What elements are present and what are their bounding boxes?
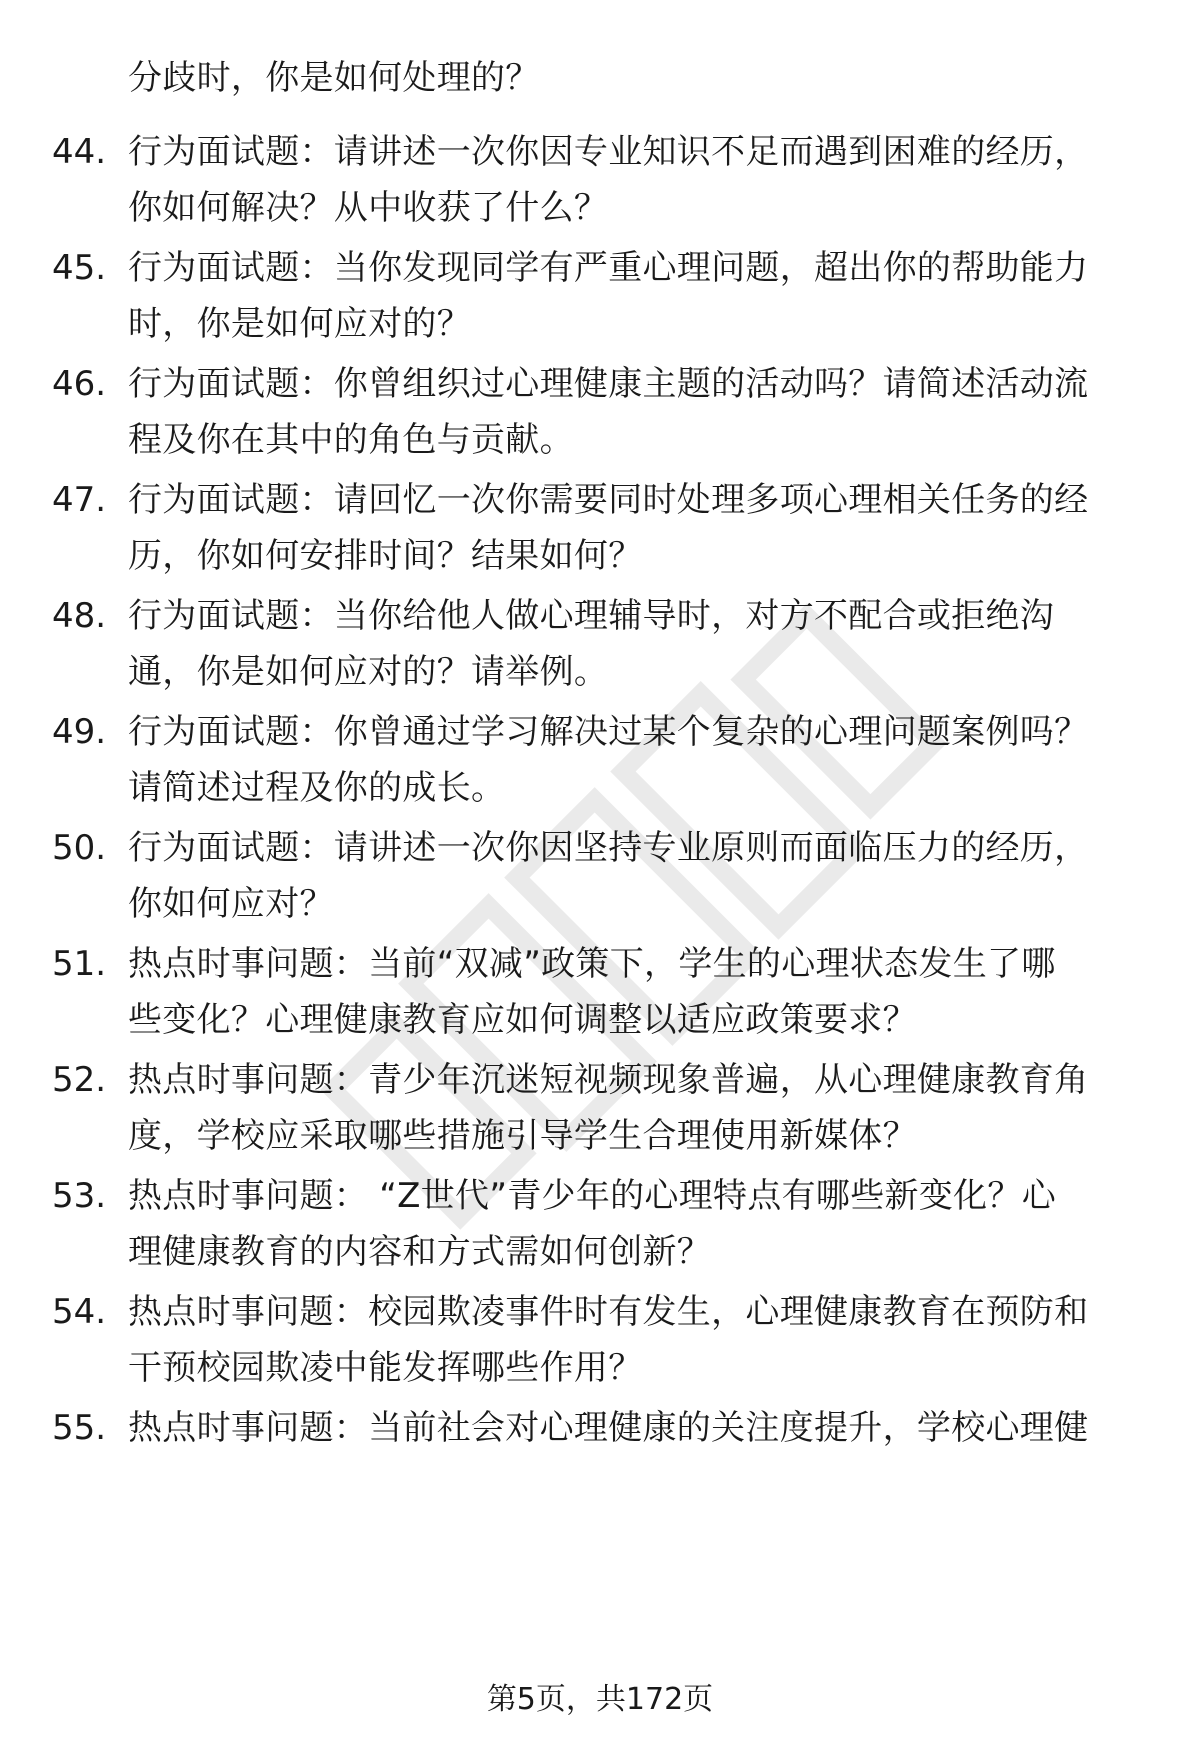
question-text-line: 些变化？心理健康教育应如何调整以适应政策要求？ [128,1000,917,1040]
question-number: 45. [52,248,107,288]
question-text-line: 通，你是如何应对的？请举例。 [128,652,609,692]
question-number: 49. [52,712,107,752]
question-text-line: 热点时事问题：校园欺凌事件时有发生，心理健康教育在预防和 [128,1292,1089,1332]
question-text-line: 时，你是如何应对的？ [128,304,471,344]
question-number: 51. [52,944,107,984]
question-text-line: 干预校园欺凌中能发挥哪些作用？ [128,1348,643,1388]
question-text-line: 热点时事问题：当前社会对心理健康的关注度提升，学校心理健 [128,1408,1089,1448]
question-number: 46. [52,364,107,404]
question-text-line: 请简述过程及你的成长。 [128,768,506,808]
page-footer: 第5页，共172页 [486,1682,714,1717]
question-text-line: 程及你在其中的角色与贡献。 [128,420,574,460]
question-text-line: 行为面试题：你曾组织过心理健康主题的活动吗？请简述活动流 [128,364,1089,404]
question-number: 44. [52,132,107,172]
continuation-line: 分歧时，你是如何处理的？ [128,58,540,98]
question-text-line: 行为面试题：请讲述一次你因坚持专业原则而面临压力的经历， [128,828,1089,868]
question-number: 55. [52,1408,107,1448]
question-text-line: 热点时事问题：当前“双减”政策下，学生的心理状态发生了哪 [128,944,1056,984]
question-number: 50. [52,828,107,868]
question-number: 54. [52,1292,107,1332]
question-text-line: 热点时事问题：青少年沉迷短视频现象普遍，从心理健康教育角 [128,1060,1089,1100]
question-text-line: 行为面试题：当你给他人做心理辅导时，对方不配合或拒绝沟 [128,596,1055,636]
question-text-line: 行为面试题：当你发现同学有严重心理问题，超出你的帮助能力 [128,248,1089,288]
question-text-line: 行为面试题：请回忆一次你需要同时处理多项心理相关任务的经 [128,480,1089,520]
question-text-line: 行为面试题：你曾通过学习解决过某个复杂的心理问题案例吗？ [128,712,1089,752]
question-number: 47. [52,480,107,520]
question-text-line: 行为面试题：请讲述一次你因专业知识不足而遇到困难的经历， [128,132,1089,172]
question-text-line: 热点时事问题： “Z世代”青少年的心理特点有哪些新变化？心 [128,1176,1057,1216]
question-number: 52. [52,1060,107,1100]
question-text-line: 你如何应对？ [128,884,334,924]
question-text-line: 理健康教育的内容和方式需如何创新？ [128,1232,712,1272]
question-number: 48. [52,596,107,636]
question-text-line: 你如何解决？从中收获了什么？ [128,188,609,228]
question-text-line: 度，学校应采取哪些措施引导学生合理使用新媒体？ [128,1116,917,1156]
question-number: 53. [52,1176,107,1216]
question-text-line: 历，你如何安排时间？结果如何？ [128,536,643,576]
